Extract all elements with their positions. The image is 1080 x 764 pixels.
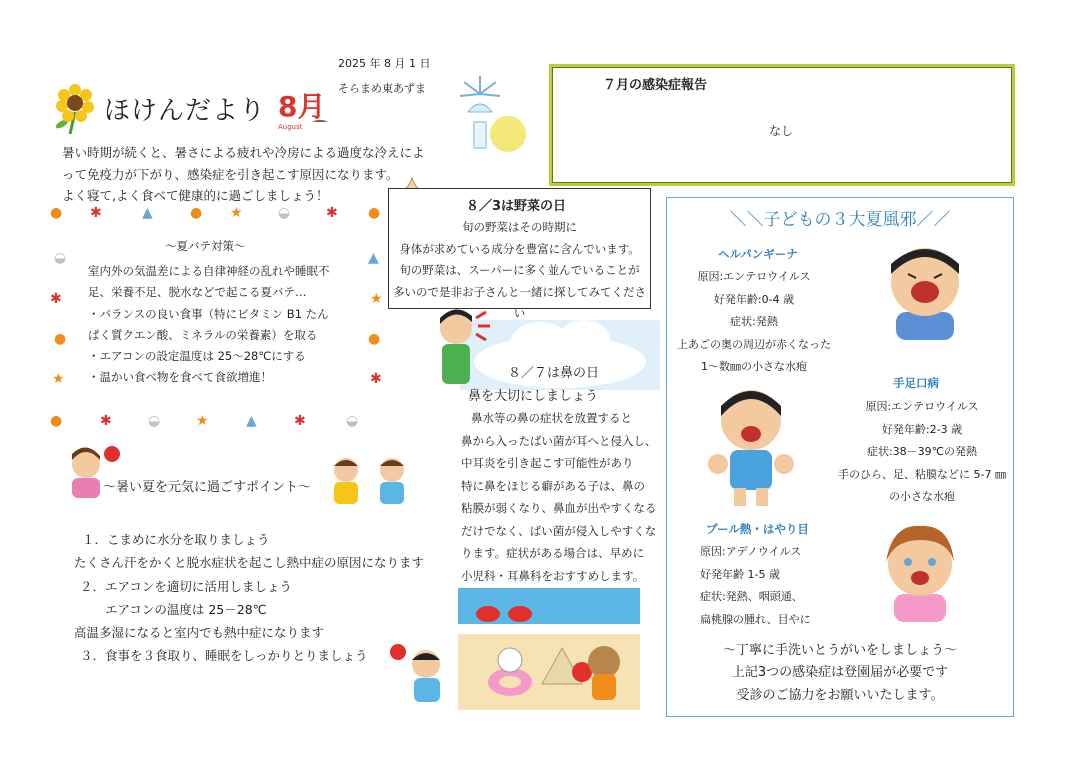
infection-report-title: ７月の感染症報告 — [603, 78, 708, 93]
squid-icon: ▲ — [246, 413, 257, 429]
fish-icon: ● — [368, 331, 381, 347]
footer-line: 受診のご協力をお願いいたします。 — [736, 687, 944, 703]
crab-icon: ✱ — [294, 413, 306, 429]
natsubate-line: ・バランスの良い食事（特にビタミン B1 たん — [88, 306, 329, 321]
starfish-icon: ★ — [230, 205, 243, 221]
herpangina-line: 好発年齢:0-4 歳 — [713, 292, 795, 306]
vegetable-line: 旬の野菜はその時期に — [462, 220, 577, 234]
intro-line: 暑い時期が続くと、暑さによる疲れや冷房による過度な冷えによ — [62, 145, 425, 160]
hfm-info — [832, 396, 1012, 509]
natsubate-heading: ～夏バテ対策～ — [165, 239, 246, 253]
shell-icon: ◒ — [148, 413, 161, 429]
vegetable-day-title: ８／3は野菜の日 — [466, 199, 567, 214]
nose-line: 鼻から入ったばい菌が耳へと侵入し、 — [461, 433, 657, 448]
school-name: そらまめ東あずま — [338, 82, 426, 95]
earache-boy-icon — [432, 306, 492, 390]
nose-day-body — [461, 407, 657, 587]
page-title: ほけんだより — [104, 96, 267, 126]
nose-line: だけでなく、ばい菌が侵入しやすくな — [461, 523, 657, 538]
squid-icon: ▲ — [368, 250, 379, 266]
herpangina-line: 1～数㎜の小さな水疱 — [701, 360, 807, 374]
crab-icon: ✱ — [370, 371, 382, 387]
pool-fever-title: プール熱・はやり目 — [706, 522, 809, 536]
nose-line: 特に鼻をほじる癖がある子は、鼻の — [461, 478, 645, 493]
points-line: ３．食事を３食取り、睡眠をしっかりとりましょう — [80, 648, 368, 664]
points-line: エアコンの温度は 25－28℃ — [80, 601, 267, 617]
vegetable-day-body — [388, 217, 651, 325]
natsubate-line: ぱく質クエン酸、ミネラルの栄養素）を取る — [88, 327, 318, 342]
pool-line: 原因:アデノウイルス — [700, 545, 802, 558]
fish-icon: ● — [50, 205, 63, 221]
infection-report-body: なし — [769, 124, 794, 138]
hfm-line: 好発年齢:2-3 歳 — [881, 422, 963, 436]
crab-icon: ✱ — [326, 205, 338, 221]
vegetable-line: 旬の野菜は、スーパーに多く並んでいることが — [399, 263, 640, 278]
starfish-icon: ★ — [370, 291, 383, 307]
sore-throat-boy-icon — [878, 240, 972, 340]
hfm-line: 手のひら、足、粘膜などに 5-7 ㎜ — [838, 467, 1006, 481]
nose-line: 中耳炎を引き起こす可能性があり — [461, 456, 634, 471]
intro-line: って免疫力が下がり、感染症を引き起こす原因になります。 — [62, 166, 399, 182]
fish-icon: ● — [368, 205, 381, 221]
pool-line: 好発年齢 1-5 歳 — [700, 567, 780, 581]
fish-icon: ● — [54, 331, 67, 347]
shell-icon: ◒ — [278, 205, 291, 221]
starfish-icon: ★ — [196, 413, 209, 429]
crab-icon: ✱ — [100, 413, 112, 429]
crab-icon: ✱ — [90, 205, 102, 221]
shell-icon: ◒ — [346, 413, 359, 429]
wind-chime-icon — [440, 72, 532, 164]
fish-icon: ● — [190, 205, 203, 221]
vegetable-line: 多いので是非お子さんと一緒に探してみてください — [393, 284, 646, 321]
nose-line: 粘膜が弱くなり、鼻血が出やすくなる — [461, 501, 657, 516]
month-badge-text: 8月 — [278, 90, 326, 123]
herpangina-line: 上あごの奥の周辺が赤くなった — [677, 337, 831, 351]
nose-line: ります。症状がある場合は、早めに — [461, 546, 645, 561]
intro-text — [62, 142, 425, 207]
pool-line: 症状:発熱、咽頭通、 — [700, 590, 803, 604]
nose-day-subtitle: 鼻を大切にしましょう — [468, 389, 599, 404]
crab-icon: ✱ — [50, 291, 62, 307]
footer-line: ～丁寧に手洗いとうがいをしましょう～ — [722, 643, 957, 658]
summer-colds-title: ＼＼子どもの３大夏風邪／／ — [729, 210, 951, 230]
herpangina-line: 症状:発熱 — [730, 315, 778, 329]
kids-playing-icon — [324, 454, 416, 518]
hfm-line: 原因:エンテロウイルス — [865, 400, 979, 413]
vegetable-line: 身体が求めている成分を豊富に含んでいます。 — [399, 241, 640, 256]
natsubate-list — [88, 261, 330, 389]
pool-line: 扁桃腺の腫れ、目やに — [700, 612, 811, 626]
month-badge-sub: August — [278, 123, 303, 131]
natsubate-line: ・エアコンの設定温度は 25～28℃にする — [88, 349, 306, 364]
natsubate-line: 室内外の気温差による自律神経の乱れや睡眠不 — [88, 264, 330, 278]
herpangina-line: 原因:エンテロウイルス — [697, 270, 811, 283]
summer-points-list — [74, 528, 424, 668]
nose-day-title: ８／７は鼻の日 — [508, 366, 600, 381]
natsubate-line: ・温かい食べ物を食べて食欲増進！ — [88, 370, 272, 385]
points-line: 高温多湿になると室内でも熱中症になります — [74, 625, 325, 640]
hfm-line: 症状:38－39℃の発熱 — [866, 445, 978, 459]
herpangina-info — [668, 266, 840, 379]
herpangina-title: ヘルパンギーナ — [718, 247, 798, 261]
august-badge — [274, 82, 330, 132]
natsubate-line: 足、栄養不足、脱水などで起こる夏バテ… — [88, 285, 307, 300]
hfm-title: 手足口病 — [893, 376, 939, 390]
issue-date: 2025 年 8 月 1 日 — [338, 57, 431, 70]
points-line: ２．エアコンを適切に活用しましょう — [80, 578, 292, 594]
points-line: たくさん汗をかくと脱水症状を起こし熱中症の原因になります — [74, 555, 425, 571]
hfm-boy-icon — [706, 380, 796, 508]
points-line: １．こまめに水分を取りましょう — [82, 532, 270, 547]
sunflower-icon — [52, 82, 98, 134]
squid-icon: ▲ — [142, 205, 153, 221]
nose-line: 小児科・耳鼻科をおすすめします。 — [461, 568, 645, 583]
summer-points-heading: ～暑い夏を元気に過ごすポイント～ — [103, 480, 312, 495]
beach-illustration — [458, 588, 640, 710]
pool-fever-info — [700, 541, 811, 631]
crying-girl-icon — [872, 518, 968, 622]
nose-line: 鼻水等の鼻の症状を放置すると — [471, 411, 632, 425]
shell-icon: ◒ — [54, 250, 67, 266]
footer-line: 上記3つの感染症は登園届が必要です — [731, 665, 949, 681]
hfm-line: の小さな水疱 — [889, 490, 955, 504]
fish-icon: ● — [50, 413, 63, 429]
hot-boy-icon — [386, 640, 450, 712]
summer-colds-footer — [666, 640, 1014, 707]
starfish-icon: ★ — [52, 371, 65, 387]
intro-line: よく寝て,よく食べて健康的に過ごしましょう！ — [62, 188, 329, 203]
